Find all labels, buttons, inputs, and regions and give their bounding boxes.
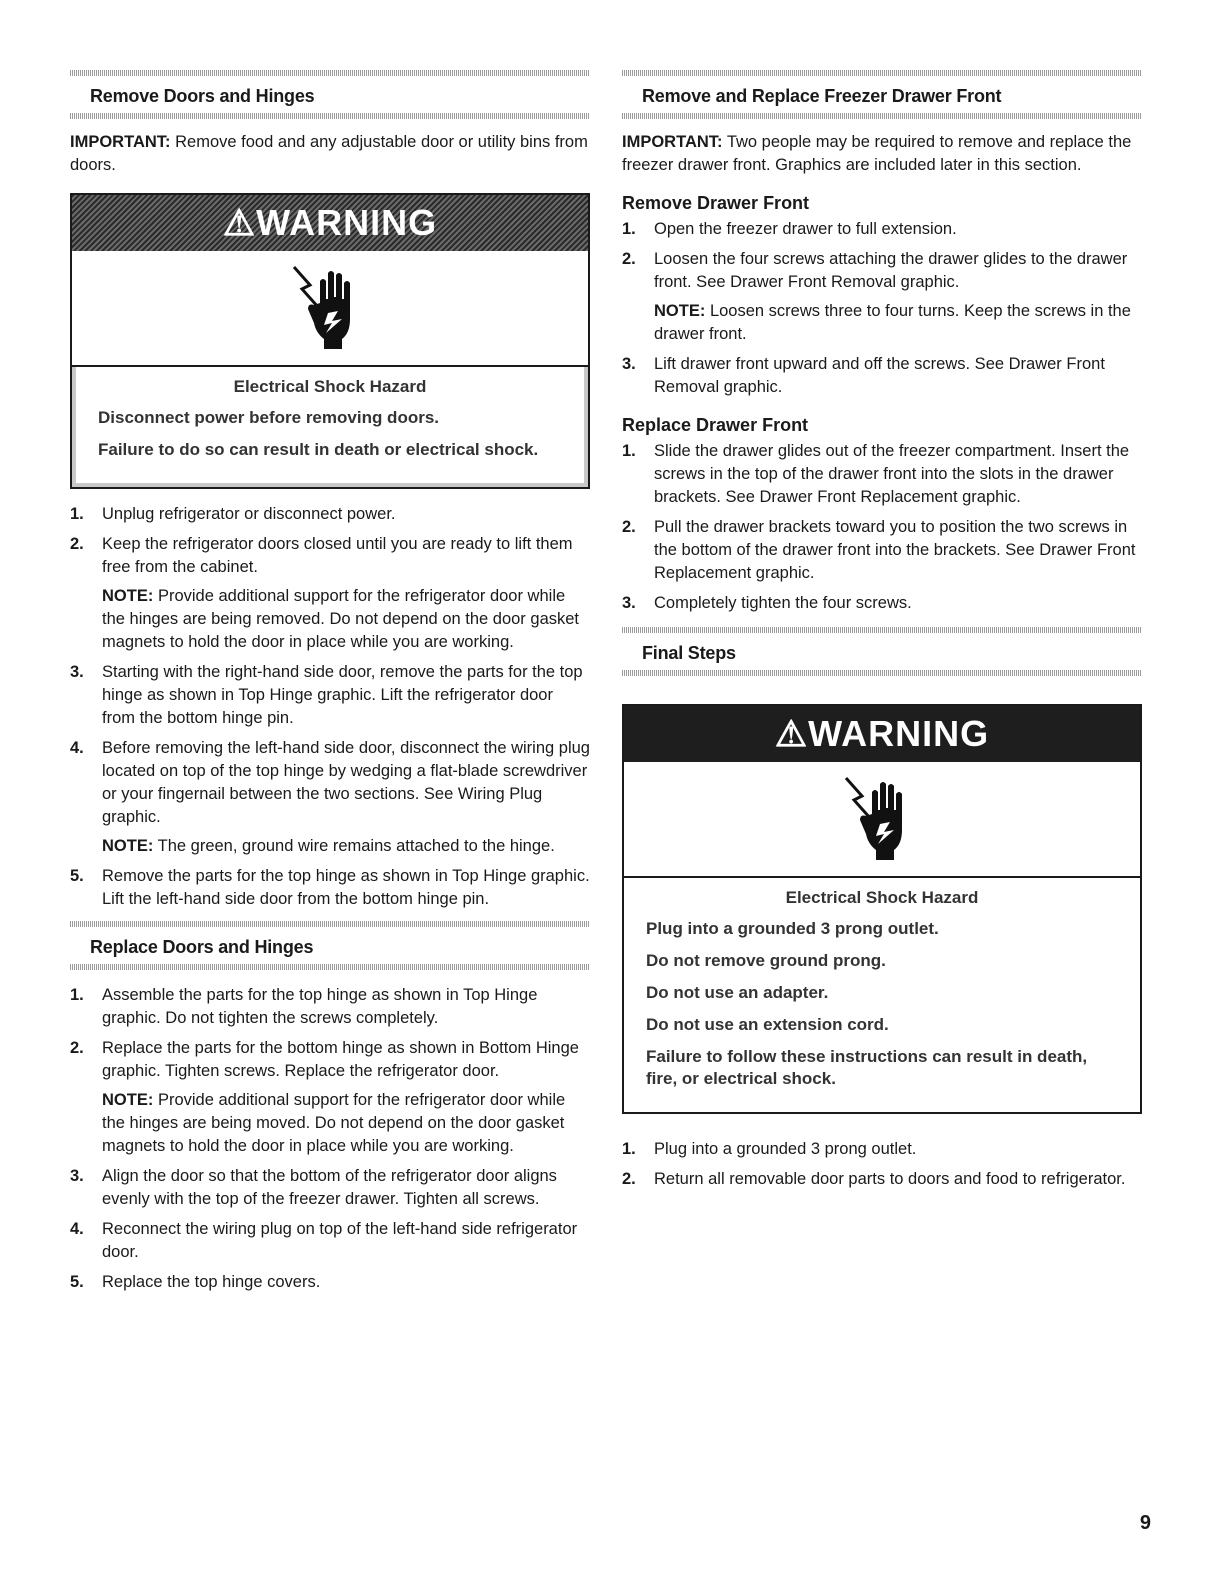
list-item [70,1037,590,1158]
note-label: NOTE: [654,302,706,320]
warning-box-disconnect-power [70,193,590,489]
hazard-line: Do not use an adapter. [646,983,829,1002]
list-item [70,1218,590,1264]
step-number: 3. [70,1167,84,1185]
step-number: 1. [622,1140,636,1158]
section-rule [622,113,1142,119]
list-item [70,533,590,654]
important-note [70,131,590,177]
list-item [622,218,1142,241]
note-text: Loosen screws three to four turns. Keep the screws in the drawer front. [654,302,1131,343]
electrical-shock-hand-icon [72,251,588,367]
step-text: Unplug refrigerator or disconnect power. [102,505,396,523]
step-text: Align the door so that the bottom of the refrigerator door aligns evenly with the top of the freezer drawer. Tighten all screws. [102,1167,557,1208]
important-label: IMPORTANT: [70,133,171,151]
list-item [70,984,590,1030]
step-number: 1. [70,505,84,523]
step-number: 4. [70,1220,84,1238]
remove-doors-steps [70,503,590,911]
step-text: Lift drawer front upward and off the screws. See Drawer Front Removal graphic. [654,355,1105,396]
step-text: Keep the refrigerator doors closed until you are ready to lift them free from the cabinet. [102,535,573,576]
warning-header: ⚠WARNING [624,706,1140,762]
step-text: Plug into a grounded 3 prong outlet. [654,1140,917,1158]
list-item [622,353,1142,399]
step-note [654,300,1142,346]
step-note [102,835,590,858]
step-number: 2. [70,535,84,553]
replace-drawer-steps [622,440,1142,615]
final-steps-list [622,1138,1142,1191]
step-text: Reconnect the wiring plug on top of the left-hand side refrigerator door. [102,1220,578,1261]
list-item [622,1138,1142,1161]
step-number: 4. [70,739,84,757]
section-title-final-steps: Final Steps [642,643,736,663]
replace-doors-steps [70,984,590,1294]
remove-drawer-steps [622,218,1142,399]
list-item [70,1271,590,1294]
warning-box-grounded-outlet [622,704,1142,1114]
step-text: Pull the drawer brackets toward you to position the two screws in the bottom of the drawer front into the brackets. See Drawer Front Replacement graphic. [654,518,1136,582]
step-text: Replace the parts for the bottom hinge as shown in Bottom Hinge graphic. Tighten screws. Replace the refrigerator door. [102,1039,579,1080]
list-item [70,865,590,911]
section-title-remove-doors: Remove Doors and Hinges [90,86,315,106]
subsection-title-replace-drawer-front: Replace Drawer Front [622,415,809,435]
step-note [102,1089,590,1158]
step-number: 1. [70,986,84,1004]
step-number: 2. [622,518,636,536]
electrical-shock-hand-icon [624,762,1140,878]
important-note [622,131,1142,177]
step-number: 5. [70,1273,84,1291]
list-item [70,737,590,858]
list-item [622,1168,1142,1191]
section-title-freezer-drawer: Remove and Replace Freezer Drawer Front [642,86,1002,106]
page-number: 9 [1139,1512,1151,1534]
step-text: Starting with the right-hand side door, remove the parts for the top hinge as shown in Top Hinge graphic. Lift the refrigerator door from the bottom hinge pin. [102,663,583,727]
note-label: NOTE: [102,837,154,855]
important-text: Remove food and any adjustable door or utility bins from doors. [70,133,588,174]
step-text: Open the freezer drawer to full extension. [654,220,957,238]
section-rule [70,113,590,119]
step-number: 1. [622,220,636,238]
step-text: Replace the top hinge covers. [102,1273,321,1291]
warning-body [624,878,1140,1112]
list-item [622,440,1142,509]
list-item [622,516,1142,585]
section-rule [622,670,1142,676]
warning-header: ⚠WARNING [72,195,588,251]
important-label: IMPORTANT: [622,133,723,151]
list-item [70,661,590,730]
step-text: Return all removable door parts to doors and food to refrigerator. [654,1170,1126,1188]
list-item [70,1165,590,1211]
step-number: 2. [622,250,636,268]
section-rule [70,964,590,970]
step-number: 3. [622,355,636,373]
hazard-line: Failure to do so can result in death or electrical shock. [98,440,539,459]
hazard-line: Do not use an extension cord. [646,1015,889,1034]
step-text: Remove the parts for the top hinge as shown in Top Hinge graphic. Lift the left-hand side door from the bottom hinge pin. [102,867,590,908]
left-column [70,70,590,1301]
hazard-line: Do not remove ground prong. [646,951,886,970]
step-number: 3. [70,663,84,681]
hazard-title: Electrical Shock Hazard [785,888,979,907]
step-text: Slide the drawer glides out of the freezer compartment. Insert the screws in the top of the drawer front into the slots in the drawer brackets. See Drawer Front Replacement graphic. [654,442,1130,506]
step-text: Before removing the left-hand side door, disconnect the wiring plug located on top of the top hinge by wedging a flat-blade screwdriver or your fingernail between the two sections. See Wiring Plug graphic. [102,739,590,826]
hazard-line: Failure to follow these instructions can result in death, fire, or electrical shock. [646,1047,1088,1088]
step-text: Loosen the four screws attaching the drawer glides to the drawer front. See Drawer Front Removal graphic. [654,250,1128,291]
hazard-line: Plug into a grounded 3 prong outlet. [646,919,939,938]
step-number: 2. [70,1039,84,1057]
section-title-replace-doors: Replace Doors and Hinges [90,937,314,957]
note-label: NOTE: [102,1091,154,1109]
important-text: Two people may be required to remove and replace the freezer drawer front. Graphics are included later in this section. [622,133,1132,174]
note-label: NOTE: [102,587,154,605]
list-item [622,592,1142,615]
hazard-line: Disconnect power before removing doors. [98,408,440,427]
note-text: Provide additional support for the refrigerator door while the hinges are being moved. Do not depend on the door gasket magnets to hold the door in place while you are working. [102,1091,566,1155]
right-column [622,70,1142,1198]
step-text: Completely tighten the four screws. [654,594,912,612]
note-text: The green, ground wire remains attached to the hinge. [157,837,555,855]
step-number: 1. [622,442,636,460]
warning-body [72,367,588,487]
hazard-title: Electrical Shock Hazard [233,377,427,396]
step-text: Assemble the parts for the top hinge as shown in Top Hinge graphic. Do not tighten the screws completely. [102,986,538,1027]
step-number: 3. [622,594,636,612]
list-item [70,503,590,526]
subsection-title-remove-drawer-front: Remove Drawer Front [622,193,810,213]
step-note [102,585,590,654]
step-number: 5. [70,867,84,885]
note-text: Provide additional support for the refrigerator door while the hinges are being removed. Do not depend on the door gasket magnets to hold the door in place while you are working. [102,587,580,651]
list-item [622,248,1142,346]
step-number: 2. [622,1170,636,1188]
